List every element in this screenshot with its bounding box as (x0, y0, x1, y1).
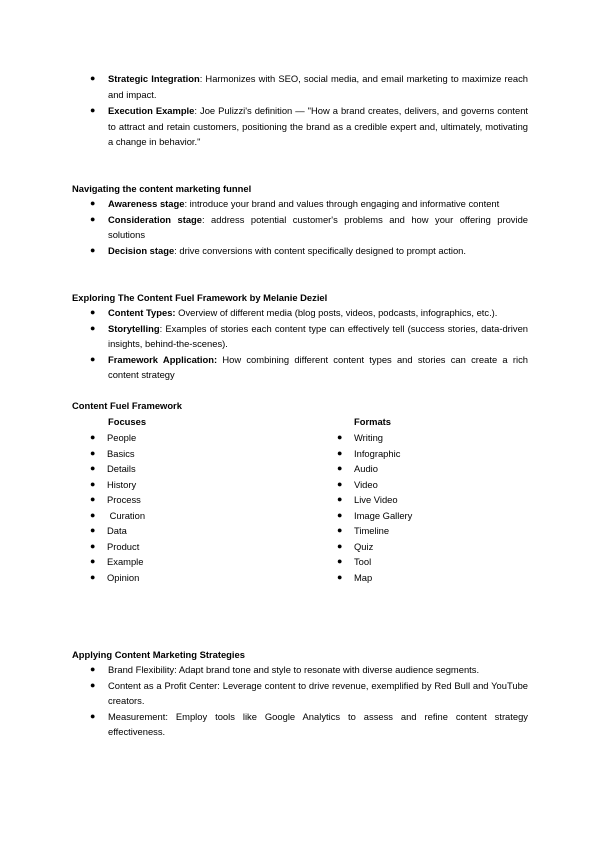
item-text: Measurement: Employ tools like Google Analytics to assess and refine content strategy effectiveness. (108, 710, 528, 737)
item-text: Joe Pulizzi's definition — "How a brand creates, delivers, and governs content to attract and retain customers, positioning the brand as a credible expert and, ultimately, motivating a change in behavior." (108, 105, 529, 147)
bullet-icon: ● (90, 478, 96, 489)
focus-label: History (107, 478, 137, 490)
list-item (90, 554, 290, 570)
formats-heading: Formats (354, 416, 391, 427)
list-item (337, 461, 537, 477)
focus-label: Details (107, 463, 136, 474)
item-text: Examples of stories each content type can effectively tell (success stories, data-driven insights, behind-the-scenes). (108, 322, 528, 349)
list-item (90, 477, 290, 493)
focus-label: People (107, 432, 137, 443)
list-item (337, 492, 537, 508)
list-item (90, 305, 528, 321)
item-separator: : (159, 322, 163, 334)
bullet-icon: ● (90, 463, 96, 473)
list-item (90, 196, 528, 212)
bullet-icon: ● (90, 322, 96, 333)
focuses-heading: Focuses (108, 416, 147, 427)
item-text: Brand Flexibility: Adapt brand tone and style to resonate with diverse audience segments. (108, 664, 480, 675)
item-text: address potential customer's problems and how your offering provide solutions (108, 213, 528, 240)
item-term: Awareness stage (108, 198, 185, 209)
bullet-icon: ● (90, 447, 96, 458)
item-term: Consideration stage (108, 213, 202, 225)
list-item (337, 554, 537, 570)
list-item (90, 461, 290, 477)
bullet-icon: ● (90, 664, 96, 674)
bullet-icon: ● (337, 509, 343, 520)
funnel-heading: Navigating the content marketing funnel (72, 183, 252, 194)
format-label: Video (354, 478, 378, 490)
format-label: Live Video (354, 494, 398, 505)
top-bullet-list (90, 71, 528, 150)
bullet-icon: ● (90, 105, 96, 115)
applying-list (90, 662, 528, 740)
bullet-icon: ● (90, 710, 96, 721)
bullet-icon: ● (337, 525, 343, 535)
bullet-icon: ● (90, 432, 96, 442)
bullet-icon: ● (337, 571, 343, 582)
item-term: Execution Example (108, 105, 195, 116)
item-separator: : (174, 244, 177, 256)
item-text: Harmonizes with SEO, social media, and email marketing to maximize reach and impact. (108, 73, 528, 100)
format-label: Infographic (354, 447, 401, 459)
list-item (337, 446, 537, 462)
item-term: Content Types: (108, 307, 176, 318)
bullet-icon: ● (90, 198, 96, 208)
list-item (90, 539, 290, 555)
item-text: Content as a Profit Center: Leverage content to drive revenue, exemplified by Red Bull and YouTube creators. (108, 679, 528, 706)
format-label: Map (354, 571, 373, 583)
list-item (90, 243, 528, 259)
item-separator: : (199, 73, 203, 84)
bullet-icon: ● (90, 679, 96, 690)
bullet-icon: ● (90, 571, 96, 582)
list-item (90, 321, 528, 352)
funnel-list (90, 196, 528, 258)
format-label: Image Gallery (354, 509, 413, 521)
list-item (90, 678, 528, 709)
bullet-icon: ● (90, 540, 96, 551)
focuses-list (90, 430, 290, 585)
bullet-icon: ● (337, 556, 343, 566)
item-term: Decision stage (108, 244, 175, 256)
item-term: Strategic Integration (108, 73, 200, 84)
fuel-list (90, 305, 528, 383)
format-label: Tool (354, 556, 372, 567)
list-item (90, 709, 528, 740)
bullet-icon: ● (90, 244, 96, 255)
format-label: Audio (354, 463, 378, 474)
focus-label: Process (107, 494, 141, 505)
bullet-icon: ● (90, 525, 96, 535)
item-separator: : (201, 213, 205, 225)
list-item (90, 430, 290, 446)
list-item (90, 523, 290, 539)
item-text: Overview of different media (blog posts, videos, podcasts, infographics, etc.). (175, 307, 498, 318)
list-item (90, 71, 528, 102)
bullet-icon: ● (90, 213, 96, 224)
list-item (90, 570, 290, 586)
bullet-icon: ● (90, 509, 96, 520)
list-item (337, 523, 537, 539)
list-item (90, 212, 528, 243)
list-item (337, 477, 537, 493)
list-item (90, 508, 290, 524)
fuel-heading: Exploring The Content Fuel Framework by Melanie Deziel (72, 292, 328, 303)
list-item (337, 539, 537, 555)
item-text: How combining different content types and stories can create a rich content strategy (108, 353, 528, 380)
focus-label: Curation (107, 509, 146, 521)
bullet-icon: ● (90, 307, 96, 317)
bullet-icon: ● (90, 73, 96, 83)
item-term: Storytelling (108, 322, 160, 334)
item-text: introduce your brand and values through engaging and informative content (187, 198, 500, 209)
bullet-icon: ● (337, 447, 343, 458)
bullet-icon: ● (337, 540, 343, 551)
bullet-icon: ● (90, 353, 96, 364)
focus-label: Basics (107, 447, 135, 459)
bullet-icon: ● (337, 478, 343, 489)
framework-heading: Content Fuel Framework (72, 400, 182, 411)
list-item (90, 492, 290, 508)
format-label: Writing (354, 432, 383, 443)
list-item (90, 662, 528, 678)
item-separator: : (184, 198, 188, 209)
focus-label: Data (107, 525, 127, 536)
bullet-icon: ● (337, 494, 343, 504)
list-item (337, 508, 537, 524)
format-label: Quiz (354, 540, 374, 552)
list-item (337, 570, 537, 586)
list-item (90, 352, 528, 383)
list-item (337, 430, 537, 446)
list-item (90, 103, 528, 150)
formats-list (337, 430, 537, 585)
bullet-icon: ● (90, 556, 96, 566)
focus-label: Product (107, 540, 140, 552)
item-term: Framework Application: (108, 353, 218, 365)
bullet-icon: ● (337, 463, 343, 473)
item-separator: : (194, 105, 197, 116)
applying-heading: Applying Content Marketing Strategies (72, 649, 245, 660)
list-item (90, 446, 290, 462)
format-label: Timeline (354, 525, 390, 536)
bullet-icon: ● (90, 494, 96, 504)
focus-label: Example (107, 556, 144, 567)
bullet-icon: ● (337, 432, 343, 442)
focus-label: Opinion (107, 571, 140, 583)
item-text: drive conversions with content specifically designed to prompt action. (176, 244, 466, 256)
